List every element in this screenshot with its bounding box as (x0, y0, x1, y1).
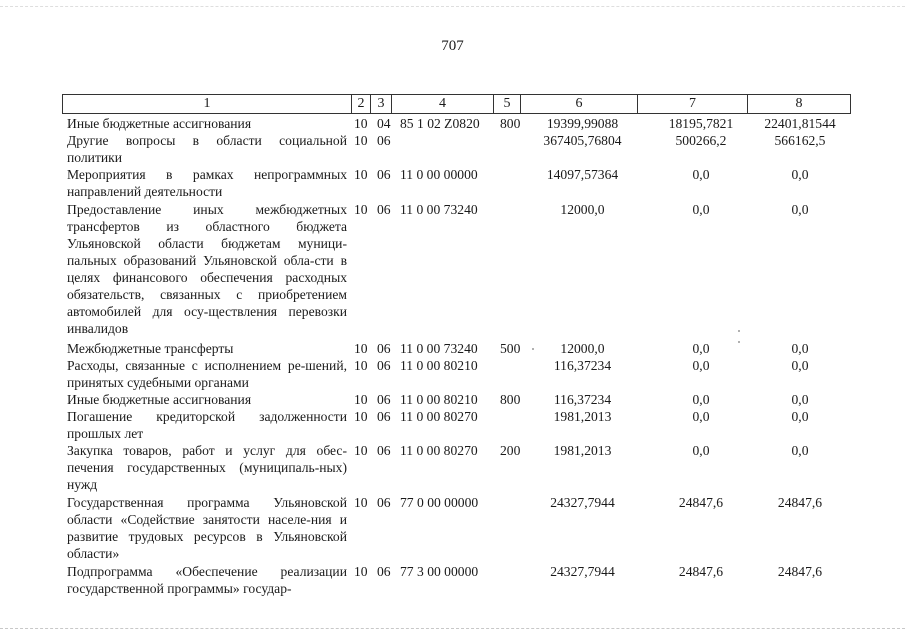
amount-col6-cell: 14097,57364 (546, 167, 619, 182)
amount-col8-cell: 0,0 (791, 202, 809, 217)
amount-col6-cell: 19399,99088 (546, 116, 619, 131)
target-code-cell: 85 1 02 Z0820 (400, 116, 480, 131)
table-row (0, 201, 905, 337)
subsection-cell: 06 (377, 202, 391, 217)
amount-col6-cell: 24327,7944 (550, 564, 615, 579)
header-col-7: 7 (689, 96, 696, 111)
expense-type-cell: 500 (500, 341, 521, 356)
scan-speck (738, 341, 740, 343)
amount-col7-cell: 0,0 (692, 392, 710, 407)
row-description: Межбюджетные трансферты (67, 341, 234, 356)
row-description: Мероприятия в рамках непрограммных направлений деятельности (67, 167, 347, 199)
amount-col8-cell: 0,0 (791, 409, 809, 424)
section-cell: 10 (354, 341, 368, 356)
target-code-cell: 77 0 00 00000 (400, 495, 479, 510)
amount-col6-cell: 116,37234 (553, 392, 612, 407)
amount-col7-cell: 24847,6 (678, 564, 724, 579)
table-header-row (62, 94, 851, 114)
subsection-cell: 06 (377, 564, 391, 579)
scan-speck (738, 330, 740, 332)
target-code-cell: 11 0 00 80210 (400, 358, 478, 373)
amount-col6-cell: 12000,0 (560, 202, 605, 217)
section-cell: 10 (354, 202, 368, 217)
table-row (0, 391, 905, 408)
row-description: Иные бюджетные ассигнования (67, 116, 252, 131)
table-row (0, 408, 905, 442)
subsection-cell: 06 (377, 133, 391, 148)
expense-type-cell: 200 (500, 443, 521, 458)
target-code-cell: 11 0 00 00000 (400, 167, 478, 182)
section-cell: 10 (354, 564, 368, 579)
subsection-cell: 06 (377, 495, 391, 510)
amount-col8-cell: 24847,6 (777, 495, 823, 510)
scan-bottom-edge (0, 628, 905, 630)
amount-col7-cell: 0,0 (692, 202, 710, 217)
header-col-2: 2 (357, 96, 365, 111)
table-row (0, 132, 905, 166)
subsection-cell: 06 (377, 341, 391, 356)
row-description: Другие вопросы в области социальной политики (67, 133, 347, 165)
amount-col8-cell: 566162,5 (774, 133, 826, 148)
amount-col8-cell: 0,0 (791, 443, 809, 458)
target-code-cell: 11 0 00 80270 (400, 409, 478, 424)
amount-col6-cell: 116,37234 (553, 358, 612, 373)
table-row (0, 166, 905, 200)
amount-col7-cell: 0,0 (692, 409, 710, 424)
subsection-cell: 06 (377, 443, 391, 458)
section-cell: 10 (354, 392, 368, 407)
amount-col8-cell: 0,0 (791, 392, 809, 407)
row-description: Расходы, связанные с исполнением ре-шений, принятых судебными органами (67, 358, 347, 390)
amount-col8-cell: 22401,81544 (764, 116, 836, 131)
header-col-8: 8 (795, 96, 803, 111)
target-code-cell: 11 0 00 80270 (400, 443, 478, 458)
table-row (0, 494, 905, 562)
row-description: Предоставление иных межбюджетных трансфертов из областного бюджета Ульяновской области бюджетам муници-пальных образований Ульяновской обла-сти в целях финансового обеспечения расходных обязательств, связанных с приобретением автомобилей для осу-ществления перевозки инвалидов (67, 202, 347, 336)
section-cell: 10 (354, 133, 368, 148)
section-cell: 10 (354, 495, 368, 510)
target-code-cell: 77 3 00 00000 (400, 564, 479, 579)
scan-speck (532, 348, 534, 350)
table-row (0, 563, 905, 597)
subsection-cell: 06 (377, 409, 391, 424)
expense-type-cell: 800 (500, 116, 521, 131)
row-description: Закупка товаров, работ и услуг для обес-печения государственных (муниципаль-ных) нужд (67, 443, 347, 492)
row-description: Погашение кредиторской задолженности прошлых лет (67, 409, 347, 441)
amount-col7-cell: 0,0 (692, 358, 710, 373)
table-row (0, 115, 905, 132)
amount-col7-cell: 0,0 (692, 167, 710, 182)
header-col-4: 4 (439, 96, 446, 111)
section-cell: 10 (354, 443, 368, 458)
target-code-cell: 11 0 00 73240 (400, 202, 478, 217)
amount-col8-cell: 0,0 (791, 341, 809, 356)
section-cell: 10 (354, 358, 368, 373)
target-code-cell: 11 0 00 73240 (400, 341, 478, 356)
header-col-1: 1 (203, 96, 211, 111)
header-col-6: 6 (575, 96, 583, 111)
table-row (0, 340, 905, 357)
header-col-5: 5 (503, 96, 511, 111)
section-cell: 10 (354, 116, 368, 131)
amount-col7-cell: 0,0 (692, 443, 710, 458)
row-description: Подпрограмма «Обеспечение реализации государственной программы» государ- (67, 564, 347, 596)
amount-col6-cell: 367405,76804 (543, 133, 622, 148)
amount-col7-cell: 500266,2 (675, 133, 727, 148)
row-description: Иные бюджетные ассигнования (67, 392, 252, 407)
row-description: Государственная программа Ульяновской области «Содействие занятости населе-ния и развитие трудовых ресурсов в Ульяновской области» (67, 495, 347, 561)
header-col-3: 3 (377, 96, 385, 111)
amount-col8-cell: 0,0 (791, 358, 809, 373)
scan-top-edge (0, 6, 905, 8)
subsection-cell: 04 (377, 116, 391, 131)
amount-col8-cell: 0,0 (791, 167, 809, 182)
table-row (0, 442, 905, 493)
amount-col6-cell: 24327,7944 (550, 495, 615, 510)
amount-col6-cell: 1981,2013 (553, 443, 612, 458)
amount-col7-cell: 18195,7821 (668, 116, 734, 131)
amount-col8-cell: 24847,6 (777, 564, 823, 579)
table-row (0, 357, 905, 391)
subsection-cell: 06 (377, 392, 391, 407)
page-number: 707 (441, 38, 464, 54)
subsection-cell: 06 (377, 358, 391, 373)
target-code-cell: 11 0 00 80210 (400, 392, 478, 407)
amount-col6-cell: 1981,2013 (553, 409, 612, 424)
section-cell: 10 (354, 167, 368, 182)
section-cell: 10 (354, 409, 368, 424)
amount-col6-cell: 12000,0 (560, 341, 605, 356)
subsection-cell: 06 (377, 167, 391, 182)
expense-type-cell: 800 (500, 392, 521, 407)
amount-col7-cell: 24847,6 (678, 495, 724, 510)
amount-col7-cell: 0,0 (692, 341, 710, 356)
